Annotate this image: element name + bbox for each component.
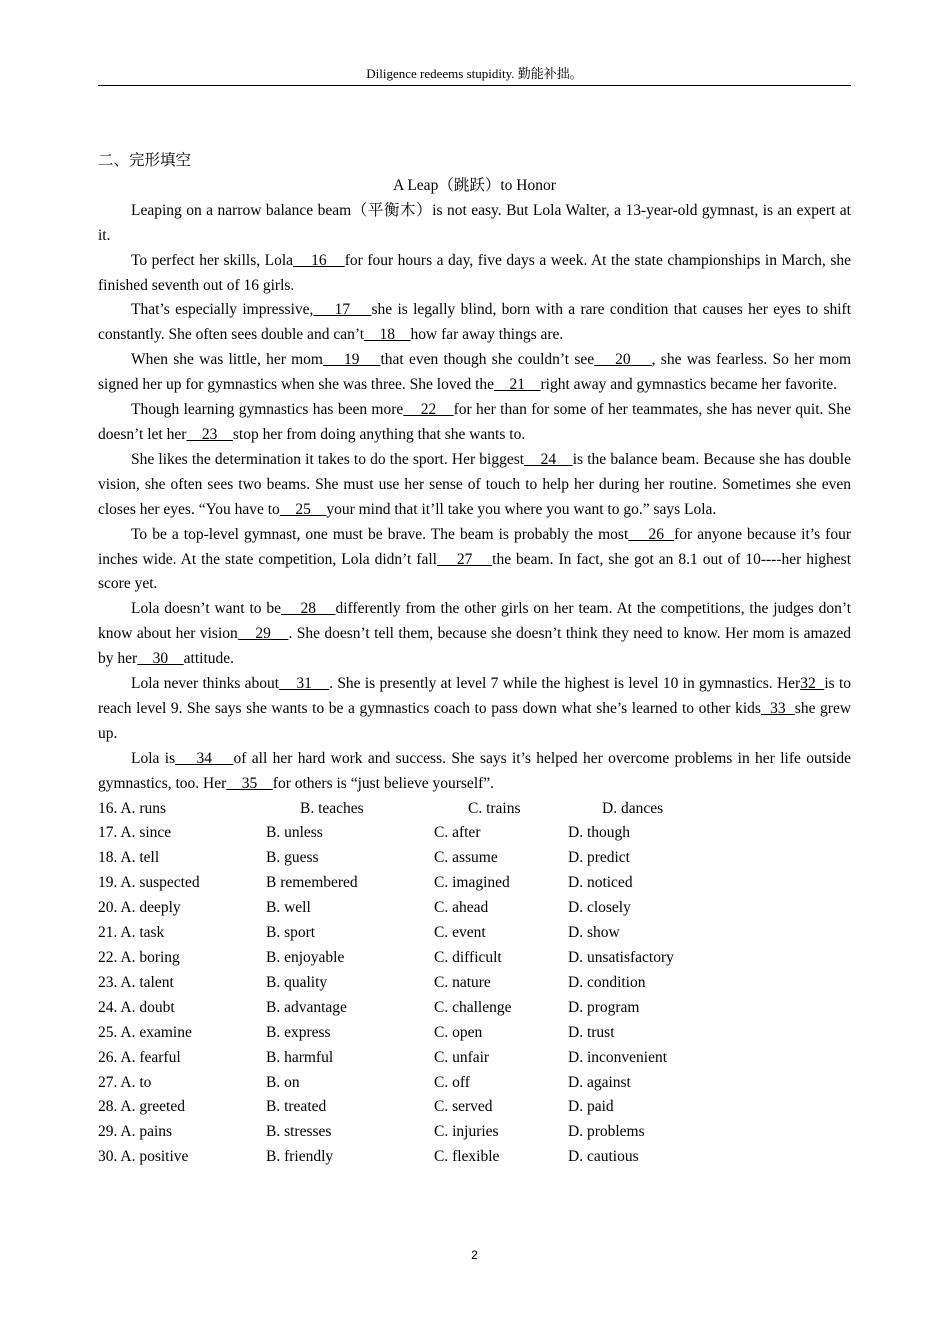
option-choice: B. sport	[266, 924, 316, 942]
option-choice: 19. A. suspected	[98, 874, 200, 892]
passage-text: how far away things are.	[410, 326, 564, 344]
option-choice: B. stresses	[266, 1123, 332, 1141]
blank-number: 28	[281, 600, 336, 618]
passage-paragraph	[98, 398, 851, 448]
question-options-row	[98, 1145, 851, 1170]
passage-paragraph	[98, 597, 851, 672]
option-choice: C. imagined	[434, 874, 510, 892]
passage-text: . She is presently at level 7 while the highest is level 10 in gymnastics. Her	[329, 675, 801, 693]
passage-text: To perfect her skills, Lola	[131, 251, 294, 269]
option-choice: 18. A. tell	[98, 849, 160, 867]
passage-text: for her than for some of her teammates, she has never quit. She doesn’t let her	[98, 401, 852, 443]
blank-number: 23	[186, 425, 233, 443]
option-choice: C. assume	[434, 849, 498, 867]
option-choice: 30. A. positive	[98, 1148, 189, 1166]
passage-paragraph	[98, 672, 851, 747]
passage-text: Lola is	[131, 749, 176, 767]
question-options-row	[98, 871, 851, 896]
option-choice: D. trust	[568, 1023, 615, 1041]
option-choice: C. flexible	[434, 1148, 500, 1166]
blank-number: 32	[800, 675, 825, 693]
option-choice: D. though	[568, 824, 630, 842]
option-choice: 23. A. talent	[98, 973, 174, 991]
page-header: Diligence redeems stupidity. 勤能补拙。	[366, 66, 583, 81]
option-choice: B. advantage	[266, 998, 347, 1016]
blank-number: 33	[760, 699, 795, 717]
option-choice: C. ahead	[434, 899, 489, 917]
option-choice: C. injuries	[434, 1123, 499, 1141]
option-choice: 20. A. deeply	[98, 899, 181, 917]
option-choice: C. challenge	[434, 998, 512, 1016]
option-choice: 26. A. fearful	[98, 1048, 181, 1066]
passage-text: is the balance beam. Because she has double vision, she often sees two beams. She must use her sense of touch to help her during her routine. Sometimes she even closes her eyes. “You have to	[98, 450, 851, 518]
blank-number: 31	[279, 675, 330, 693]
question-options-row	[98, 846, 851, 871]
passage-text: Though learning gymnastics has been more	[131, 401, 404, 419]
option-choice: C. difficult	[434, 949, 502, 966]
passage-text: , she was fearless. So her mom signed her up for gymnastics when she was three. She loved the	[98, 351, 852, 394]
passage-text: the beam. In fact, she got an 8.1 out of 10----her highest score yet.	[98, 550, 851, 593]
passage-text: When she was little, her mom	[131, 351, 323, 369]
option-choice: D. show	[568, 924, 620, 942]
passage-paragraph	[98, 348, 851, 398]
article-title: A Leap（跳跃）to Honor	[393, 176, 556, 194]
option-choice: D. dances	[602, 799, 664, 817]
passage	[98, 199, 851, 797]
blank-number: 22	[403, 401, 454, 419]
option-choice: D. program	[568, 998, 640, 1016]
blank-number: 35	[226, 774, 273, 792]
option-choice: D. predict	[568, 849, 630, 867]
question-options-row	[98, 946, 851, 971]
passage-text: that even though she couldn’t see	[380, 351, 595, 369]
header-rule	[98, 85, 851, 86]
option-choice: B. on	[266, 1073, 300, 1091]
passage-text: stop her from doing anything that she wants to.	[232, 425, 526, 443]
question-options-row	[98, 1120, 851, 1145]
option-choice: B. enjoyable	[266, 949, 345, 966]
section-title: 二、完形填空	[98, 152, 192, 169]
passage-text: right away and gymnastics became her favorite.	[540, 376, 838, 394]
option-choice: B. express	[266, 1023, 331, 1041]
option-choice: C. trains	[468, 799, 521, 817]
option-choice: B. treated	[266, 1098, 327, 1116]
blank-number: 27	[436, 550, 493, 568]
passage-text: your mind that it’ll take you where you want to go.” says Lola.	[326, 500, 717, 518]
option-choice: B. friendly	[266, 1148, 334, 1166]
passage-text: of all her hard work and success. She says it’s helped her overcome problems in her life outside gymnastics, too. Her	[98, 749, 851, 792]
passage-text: attitude.	[183, 650, 235, 668]
option-choice: B. quality	[266, 973, 328, 991]
passage-text: she is legally blind, born with a rare condition that causes her eyes to shift constantly. She often sees double and can’t	[98, 301, 851, 344]
answer-options	[98, 797, 851, 1171]
option-choice: C. off	[434, 1073, 470, 1091]
option-choice: C. event	[434, 924, 486, 942]
option-choice: B. guess	[266, 849, 319, 867]
passage-text: To be a top-level gymnast, one must be brave. The beam is probably the most	[131, 525, 629, 543]
option-choice: C. after	[434, 824, 481, 842]
option-choice: 17. A. since	[98, 824, 172, 842]
question-options-row	[98, 996, 851, 1021]
blank-number: 18	[364, 326, 411, 344]
blank-number: 21	[494, 376, 541, 394]
option-choice: B. well	[266, 899, 311, 917]
option-choice: D. cautious	[568, 1148, 639, 1166]
document-body	[98, 149, 851, 1170]
option-choice: C. served	[434, 1098, 493, 1116]
passage-text: She likes the determination it takes to do the sport. Her biggest	[131, 450, 525, 468]
option-choice: 24. A. doubt	[98, 998, 175, 1016]
option-choice: D. against	[568, 1073, 631, 1091]
option-choice: B. harmful	[266, 1048, 334, 1066]
option-choice: 25. A. examine	[98, 1023, 192, 1041]
blank-number: 25	[279, 500, 327, 518]
option-choice: 27. A. to	[98, 1073, 152, 1091]
option-choice: D. inconvenient	[568, 1048, 668, 1066]
blank-number: 20	[594, 351, 652, 369]
question-options-row	[98, 1021, 851, 1046]
passage-text: for others is “just believe yourself”.	[272, 774, 495, 792]
question-options-row	[98, 971, 851, 996]
option-choice: 29. A. pains	[98, 1123, 173, 1141]
passage-text: is to reach level 9. She says she wants to be a gymnastics coach to pass down what she’s learned to other kids	[98, 675, 852, 717]
question-options-row	[98, 1046, 851, 1071]
page-number: 2	[471, 1248, 478, 1262]
question-options-row	[98, 1095, 851, 1120]
question-options-row	[98, 821, 851, 846]
question-options-row	[98, 896, 851, 921]
option-choice: B remembered	[266, 874, 358, 892]
option-choice: C. nature	[434, 973, 491, 991]
option-choice: D. unsatisfactory	[568, 949, 674, 966]
question-options-row	[98, 921, 851, 946]
blank-number: 30	[137, 650, 184, 668]
option-choice: D. condition	[568, 973, 646, 991]
option-choice: 21. A. task	[98, 924, 165, 942]
question-options-row	[98, 797, 851, 822]
passage-text: Lola doesn’t want to be	[131, 600, 282, 618]
option-choice: B. teaches	[300, 799, 364, 817]
passage-paragraph	[98, 249, 851, 299]
option-choice: C. unfair	[434, 1048, 490, 1066]
passage-text: Lola never thinks about	[131, 675, 280, 693]
blank-number: 19	[322, 351, 381, 369]
blank-number: 24	[524, 450, 573, 468]
option-choice: D. closely	[568, 899, 631, 917]
blank-number: 17	[313, 301, 372, 319]
blank-number: 34	[175, 749, 234, 767]
passage-paragraph	[98, 523, 851, 598]
passage-paragraph	[98, 448, 851, 523]
passage-paragraph	[98, 747, 851, 797]
blank-number: 16	[293, 251, 345, 269]
option-choice: C. open	[434, 1023, 483, 1041]
passage-text: That’s especially impressive,	[131, 301, 314, 319]
passage-text: for four hours a day, five days a week. At the state championships in March, she finished seventh out of 16 girls.	[98, 251, 851, 294]
passage-paragraph	[98, 199, 851, 249]
passage-text: she grew up.	[98, 699, 852, 742]
option-choice: 22. A. boring	[98, 949, 180, 966]
blank-number: 29	[237, 625, 289, 643]
option-choice: D. noticed	[568, 874, 633, 892]
blank-number: 26	[628, 525, 675, 543]
option-choice: D. problems	[568, 1123, 645, 1141]
passage-text: for anyone because it’s four inches wide. At the state competition, Lola didn’t fall	[98, 525, 851, 568]
passage-text: Leaping on a narrow balance beam（平衡木）is not easy. But Lola Walter, a 13-year-old gymnast, is an expert at it.	[98, 201, 851, 244]
question-options-row	[98, 1071, 851, 1096]
option-choice: B. unless	[266, 824, 323, 842]
option-choice: 28. A. greeted	[98, 1098, 185, 1116]
option-choice: D. paid	[568, 1098, 614, 1116]
option-choice: 16. A. runs	[98, 799, 167, 817]
passage-paragraph	[98, 298, 851, 348]
passage-text: . She doesn’t tell them, because she doesn’t think they need to know. Her mom is amazed by her	[98, 625, 851, 668]
passage-text: differently from the other girls on her team. At the competitions, the judges don’t know about her vision	[98, 600, 852, 643]
